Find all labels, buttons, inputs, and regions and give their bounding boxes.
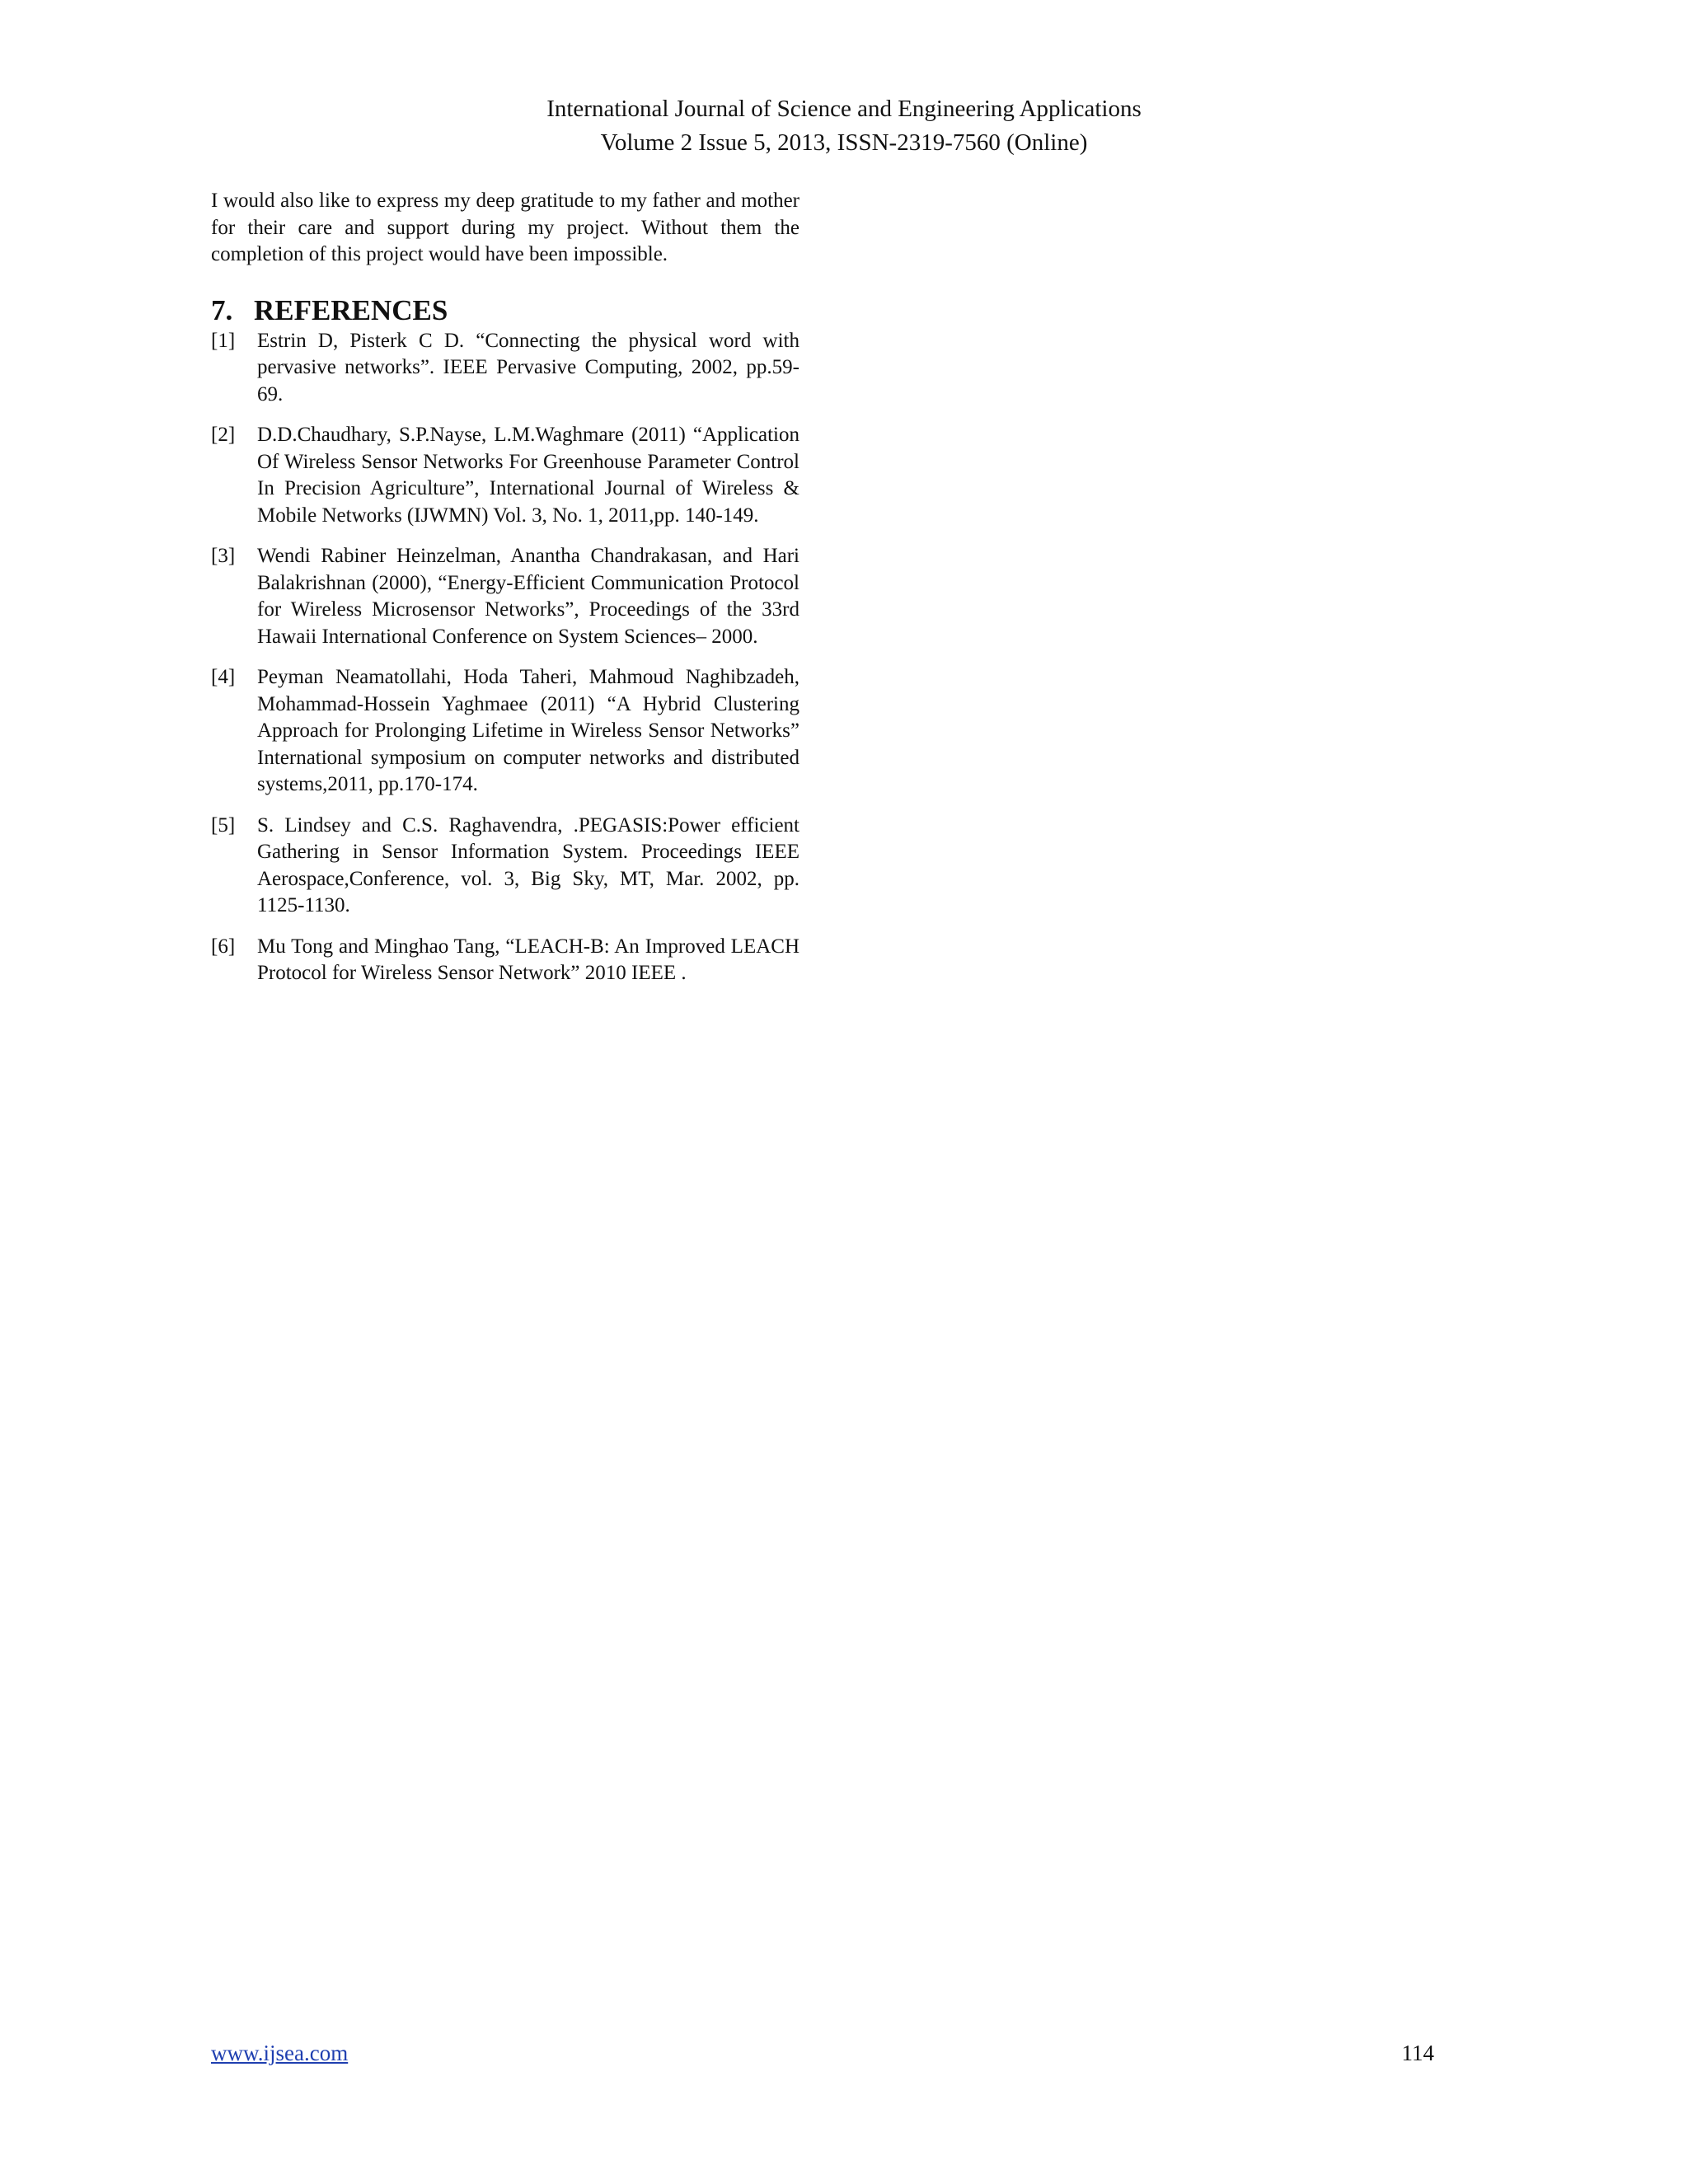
references-list <box>211 328 799 987</box>
section-number: 7. <box>211 293 233 326</box>
reference-item <box>211 664 799 799</box>
reference-number: [4] <box>211 666 236 688</box>
section-title: REFERENCES <box>254 293 448 326</box>
page-header <box>0 92 1688 160</box>
reference-text: Wendi Rabiner Heinzelman, Anantha Chandrakasan, and Hari Balakrishnan (2000), “Energy-Efficient Communication Protocol for Wireless Microsensor Networks”, Proceedings of the 33rd Hawaii International Conference on System Sciences– 2000. <box>257 545 799 648</box>
reference-text: Mu Tong and Minghao Tang, “LEACH-B: An Improved LEACH Protocol for Wireless Sensor Network” 2010 IEEE . <box>257 935 799 984</box>
reference-number: [5] <box>211 813 236 837</box>
reference-number: [3] <box>211 545 236 567</box>
reference-text: Peyman Neamatollahi, Hoda Taheri, Mahmoud Naghibzadeh, Mohammad-Hossein Yaghmaee (2011) “A Hybrid Clustering Approach for Prolonging Lifetime in Wireless Sensor Networks” International symposium on computer networks and distributed systems,2011, pp.170-174. <box>257 666 799 795</box>
reference-text: D.D.Chaudhary, S.P.Nayse, L.M.Waghmare (2011) “Application Of Wireless Sensor Networks For Greenhouse Parameter Control In Precision Agriculture”, International Journal of Wireless & Mobile Networks (IJWMN) Vol. 3, No. 1, 2011,pp. 140-149. <box>257 424 799 527</box>
page-number: 114 <box>1401 2041 1434 2065</box>
reference-number: [1] <box>211 329 236 352</box>
website-link[interactable]: www.ijsea.com <box>211 2041 349 2065</box>
references-heading <box>211 293 799 328</box>
reference-item <box>211 934 799 987</box>
reference-text: Estrin D, Pisterk C D. “Connecting the physical word with pervasive networks”. IEEE Pervasive Computing, 2002, pp.59-69. <box>257 329 799 405</box>
reference-number: [2] <box>211 424 236 446</box>
journal-title: International Journal of Science and Engineering Applications <box>546 96 1142 122</box>
reference-item <box>211 543 799 650</box>
reference-item <box>211 422 799 529</box>
reference-item <box>211 813 799 920</box>
left-column <box>211 188 799 1001</box>
volume-issue-line: Volume 2 Issue 5, 2013, ISSN-2319-7560 (Online) <box>600 129 1088 156</box>
reference-number: [6] <box>211 935 236 958</box>
reference-item <box>211 328 799 409</box>
acknowledgement-paragraph: I would also like to express my deep gratitude to my father and mother for their care and support during my project. Without them the completion of this project would have been impossible. <box>211 190 799 265</box>
reference-text: S. Lindsey and C.S. Raghavendra, .PEGASIS:Power efficient Gathering in Sensor Information System. Proceedings IEEE Aerospace,Conference, vol. 3, Big Sky, MT, Mar. 2002, pp. 1125-1130. <box>257 813 799 916</box>
